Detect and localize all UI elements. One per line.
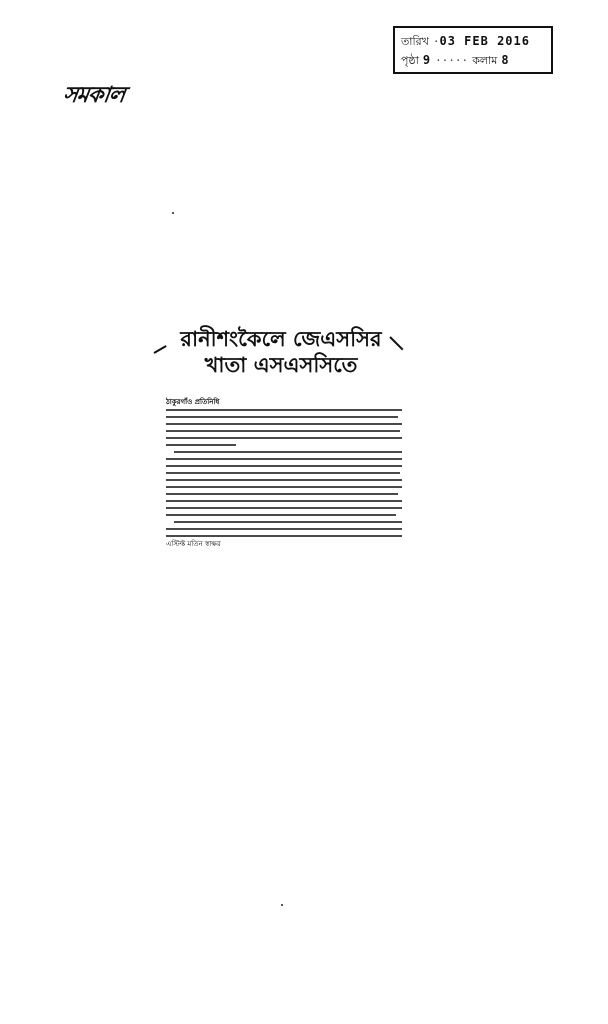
headline-line-2: খাতা এসএসসিতে	[204, 353, 358, 377]
text-line	[166, 437, 402, 439]
scan-speck	[172, 212, 174, 214]
stamp-column-value: 8	[501, 53, 510, 67]
scan-speck	[281, 904, 283, 906]
text-line	[166, 528, 402, 530]
text-line	[166, 507, 402, 509]
article-headline	[158, 326, 404, 378]
news-clipping	[158, 326, 404, 564]
headline-line-1: রানীশংকৈলে জেএসসির	[180, 327, 382, 351]
text-line	[166, 423, 402, 425]
text-line	[166, 409, 402, 411]
text-line	[166, 444, 236, 446]
date-stamp	[393, 26, 553, 74]
text-line	[166, 486, 402, 488]
text-line	[166, 493, 398, 495]
text-line	[166, 465, 402, 467]
stamp-column-label: কলাম	[472, 54, 498, 67]
stamp-date-label: তারিখ	[401, 35, 429, 48]
text-line	[166, 458, 402, 460]
text-line	[166, 472, 400, 474]
stamp-page-label: পৃষ্ঠা	[401, 54, 419, 67]
text-line	[166, 500, 402, 502]
text-line	[166, 416, 398, 418]
article-signoff: এস্টিফ্ট মতিন স্বাক্ষর	[166, 539, 221, 548]
newspaper-masthead: সমকাল	[61, 82, 126, 108]
text-line	[166, 479, 402, 481]
text-line	[174, 521, 402, 523]
stamp-page-value: 9	[422, 53, 432, 67]
article-byline: ঠাকুরগাঁও প্রতিনিধি	[166, 398, 220, 406]
text-line	[166, 514, 396, 516]
stamp-page-row: পৃষ্ঠা 9 ····· কলাম 8	[401, 51, 545, 70]
article-body	[166, 398, 404, 548]
text-line	[166, 535, 402, 537]
stamp-date-value: 03 FEB 2016	[439, 34, 530, 48]
text-line	[174, 451, 402, 453]
text-line	[166, 430, 400, 432]
stamp-date-row: তারিখ · 03 FEB 2016	[401, 32, 545, 51]
